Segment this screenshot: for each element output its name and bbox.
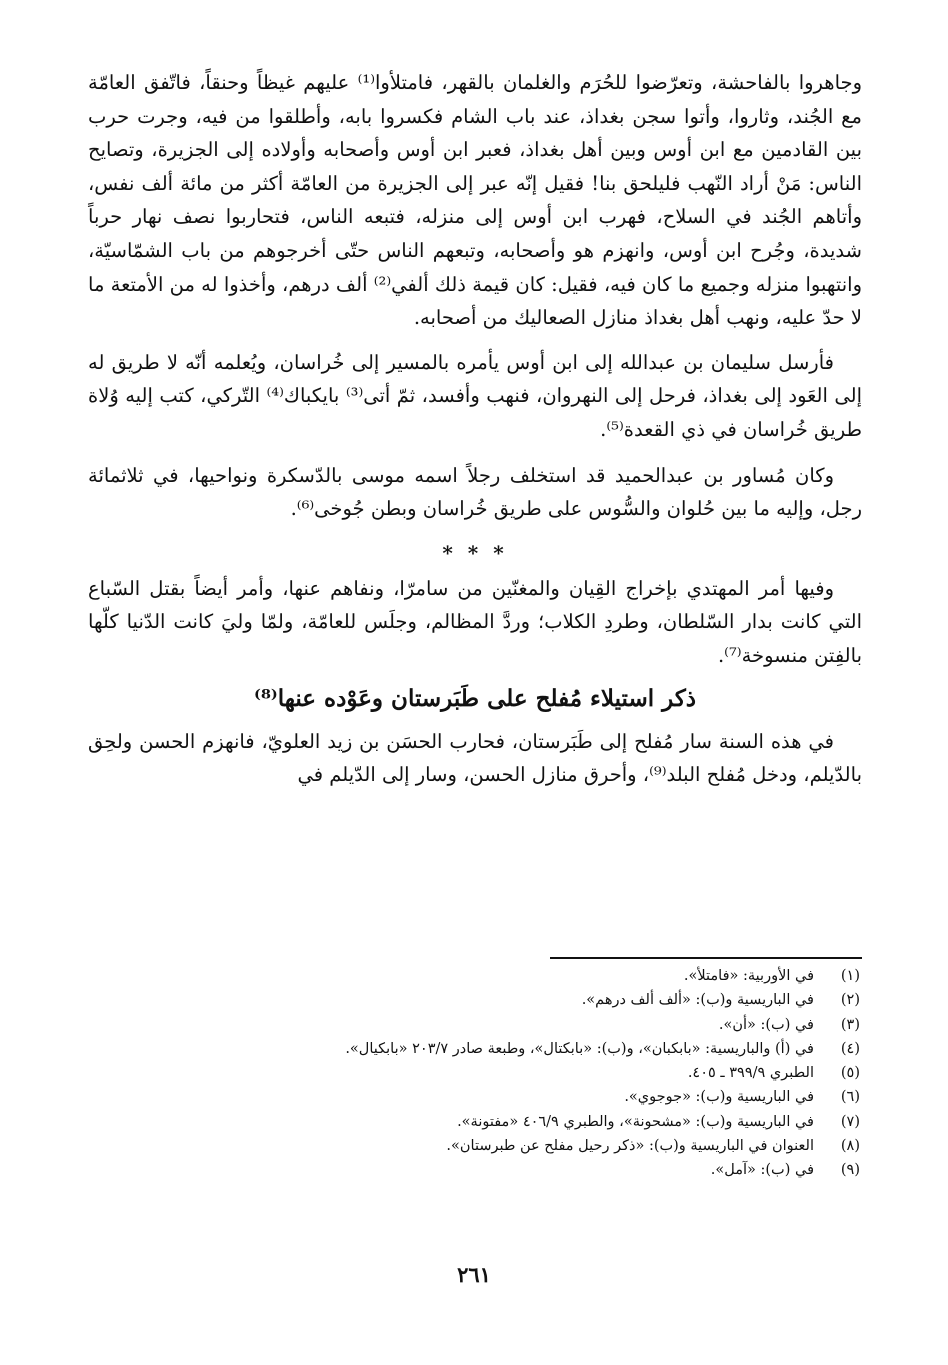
footnote (88, 964, 860, 988)
footnote-text: في (ب): «أن». (718, 1016, 814, 1033)
footnote-text: في الباريسية و(ب): «ألف ألف درهم». (581, 992, 814, 1009)
paragraph-musawir: وكان مُساور بن عبدالحميد قد استخلف رجلاً اسمه موسى بالدّسكرة ونواحيها، في ثلاثمائة رجل، وإليه ما بين حُلوان والسُّوس على طريق خُراسان وبطن جُوخى⁽⁶⁾. (88, 463, 862, 521)
footnote (88, 1085, 860, 1109)
footnote (88, 1037, 860, 1061)
main-text (88, 66, 862, 792)
footnote-number: (٧) (840, 1113, 860, 1130)
footnote-number: (٤) (840, 1040, 860, 1057)
footnote (88, 1061, 860, 1085)
footnote (88, 1110, 860, 1134)
paragraph-riot: وجاهروا بالفاحشة، وتعرّضوا للحُرَم والغلمان بالقهر، فامتلأوا⁽¹⁾ عليهم غيظاً وحنقاً، فاتّفق العامّة مع الجُند، وثاروا، وأتوا سجن بغداذ، عند باب الشام فكسروا بابه، وأطلقوا من فيه، وجرت حرب بين القادمين مع ابن أوس وبين أهل بغداذ، فعبر ابن أوس وأصحابه وأولاده إلى الجزيرة، وتصايح الناس: مَنْ أراد النّهب فليلحق بنا! فقيل إنّه عبر إلى الجزيرة من العامّة أكثر من مائة ألف نفس، وأتاهم الجُند في السلاح، فهرب ابن أوس إلى منزله، فتبعه الناس، فتحاربوا نصف نهار حرباً شديدة، وجُرح ابن أوس، وانهزم هو وأصحابه، وتبعهم الناس حتّى أخرجوهم من باب الشمّاسيّة، وانتهبوا منزله وجميع ما كان فيه، فقيل: كان قيمة ذلك ألفي⁽²⁾ ألف درهم، وأخذوا له من الأمتعة ما لا حدّ عليه، ونهب أهل بغداذ منازل الصعاليك من أصحابه. (88, 71, 863, 330)
footnote-text: في (أ) والباريسية: «بابكبان»، و(ب): «بابكتال»، وطبعة صادر ٢٠٣/٧ «بابكيال». (345, 1040, 814, 1057)
footnote-text: الطبري ٣٩٩/٩ ـ ٤٠٥. (687, 1065, 814, 1082)
footnote (88, 1158, 860, 1182)
footnote-text: في (ب): «آمل». (710, 1162, 814, 1179)
footnote-text: في الباريسية و(ب): «جوجوي». (624, 1089, 814, 1106)
footnote-divider (550, 957, 862, 959)
footnote-number: (٨) (840, 1138, 860, 1155)
footnote (88, 1134, 860, 1158)
footnote-text: العنوان في الباريسية و(ب): «ذكر رحيل مفلح عن طبرستان». (446, 1138, 814, 1155)
paragraph-muflih: في هذه السنة سار مُفلح إلى طَبَرستان، فحارب الحسَن بن زيد العلويّ، فانهزم الحسن ولحِق بالدّيلم، ودخل مُفلح البلد⁽⁹⁾، وأحرق منازل الحسن، وسار إلى الدّيلم في (88, 729, 862, 787)
footnote (88, 988, 860, 1012)
page-number: ٢٦١ (457, 1262, 491, 1287)
footnotes-list (88, 964, 860, 1183)
paragraph-muhtadi: وفيها أمر المهتدي بإخراج القِيان والمغنّين من سامرّا، ونفاهم عنها، وأمر أيضاً بقتل السّباع التي كانت بدار السّلطان، وطردِ الكلاب؛ وردَّ المظالم، وجلَس للعامّة، ولمّا وليَ كانت الدّنيا كلّها بالفِتن منسوخة⁽⁷⁾. (88, 576, 862, 667)
footnote-text: في الباريسية و(ب): «مشحونة»، والطبري ٤٠٦/٩ «مفتونة». (457, 1113, 814, 1130)
paragraph-sulayman-letter: فأرسل سليمان بن عبدالله إلى ابن أوس يأمره بالمسير إلى خُراسان، ويُعلمه أنّه لا طريق له إلى العَود إلى بغداذ، فرحل إلى النهروان، فنهب وأفسد، ثمّ أتى⁽³⁾ بايكباك⁽⁴⁾ التّركي، كتب إليه وُلاة طريق خُراسان في ذي القعدة⁽⁵⁾. (88, 350, 862, 441)
footnote-number: (٥) (840, 1065, 860, 1082)
footnote-number: (٩) (840, 1162, 860, 1179)
section-heading: ذكر استيلاء مُفلح على طَبَرستان وعَوْده عنها⁽⁸⁾ (253, 684, 697, 712)
footnote-number: (٣) (840, 1016, 860, 1033)
footnote-text: في الأوربية: «فامتلأ». (683, 968, 814, 984)
footnote-number: (١) (840, 968, 860, 984)
footnote (88, 1013, 860, 1037)
footnote-number: (٢) (840, 992, 860, 1009)
footnote-number: (٦) (840, 1089, 860, 1106)
section-separator: * * * (442, 540, 508, 565)
